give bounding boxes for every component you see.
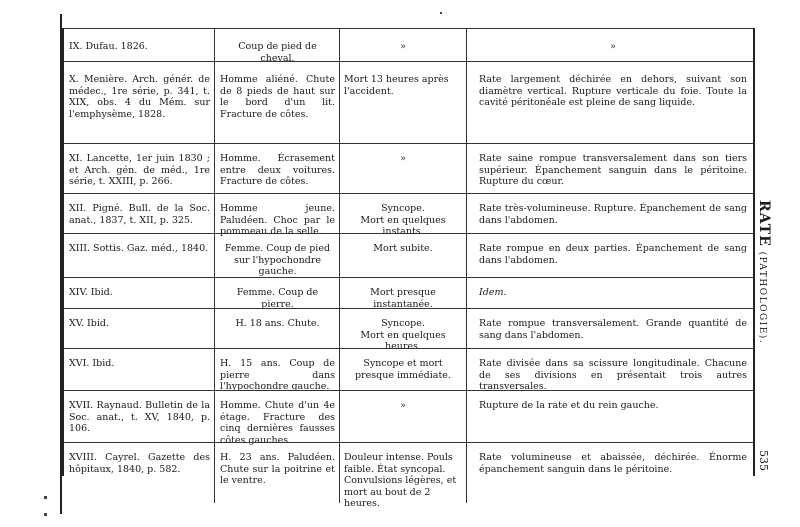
author-cell: X. Menière. Arch. génér. de médec., 1re série, p. 341, t. XIX, obs. 4 du Mém. sur l'emphysème, 1828.: [69, 74, 210, 120]
running-head-title: RATE: [756, 200, 772, 247]
lesions-cell: Rate rompue en deux parties. Épanchement de sang dans l'abdomen.: [466, 234, 753, 278]
outcome-cell: »: [339, 144, 466, 194]
print-speck: [44, 513, 47, 516]
author-cell: XIV. Ibid.: [69, 287, 113, 298]
table-row: [64, 390, 753, 446]
outcome-cell: Mort 13 heures après l'accident.: [339, 62, 466, 144]
table-row: [64, 193, 753, 237]
circumstances-cell: H. 18 ans. Chute.: [214, 309, 339, 349]
author-cell: XI. Lancette, 1er juin 1830 ; et Arch. gén. de méd., 1re série, t. XXIII, p. 266.: [69, 153, 210, 187]
case-table: [62, 28, 755, 509]
lesions-text: »: [610, 41, 616, 52]
running-head-text: [756, 200, 772, 344]
circumstances-cell: Femme. Coup de pied sur l'hypochondre gauche.: [214, 234, 339, 278]
outcome-cell: »: [339, 29, 466, 62]
circumstances-cell: H. 23 ans. Paludéen. Chute sur la poitrine et le ventre.: [214, 443, 339, 503]
circumstances-cell: Femme. Coup de pierre.: [214, 278, 339, 309]
outcome-cell: Syncope. Mort en quelques instants.: [339, 194, 466, 234]
lesions-cell: Rate divisée dans sa scissure longitudinale. Chacune de ses divisions en présentait trois autres transversales.: [466, 349, 753, 391]
table-row: [64, 61, 753, 144]
table-row: [64, 28, 753, 62]
outcome-cell: Syncope et mort presque immédiate.: [339, 349, 466, 391]
table-row: [64, 308, 753, 352]
running-head-subtitle: (PATHOLOGIE).: [757, 251, 767, 345]
author-cell: XVIII. Cayrel. Gazette des hôpitaux, 1840, p. 582.: [69, 452, 210, 475]
lesions-cell: [466, 29, 753, 62]
table-row: [64, 233, 753, 278]
lesions-cell: Rate largement déchirée en dehors, suivant son diamètre vertical. Rupture verticale du foie. Toute la cavité péritonéale est pleine de sang liquide.: [466, 62, 753, 144]
author-cell: XIII. Sottis. Gaz. méd., 1840.: [69, 243, 209, 254]
outcome-cell: Mort presque instantanée.: [339, 278, 466, 309]
outcome-cell: Mort subite.: [339, 234, 466, 278]
circumstances-cell: H. 15 ans. Coup de pierre dans l'hypochondre gauche.: [214, 349, 339, 391]
circumstances-cell: Homme aliéné. Chute de 8 pieds de haut sur le bord d'un lit. Fracture de côtes.: [214, 62, 339, 144]
lesions-cell: Rate volumineuse et abaissée, déchirée. Énorme épanchement sanguin dans le péritoine.: [466, 443, 753, 503]
author-cell: XVII. Raynaud. Bulletin de la Soc. anat., t. XV, 1840, p. 106.: [69, 400, 210, 434]
lesions-cell: Rate rompue transversalement. Grande quantité de sang dans l'abdomen.: [466, 309, 753, 349]
table-row: [64, 442, 753, 509]
lesions-cell: Rate très-volumineuse. Rupture. Épanchement de sang dans l'abdomen.: [466, 194, 753, 234]
circumstances-cell: Homme jeune. Paludéen. Choc par le pommeau de la selle.: [214, 194, 339, 234]
lesions-cell: Rate saine rompue transversalement dans son tiers supérieur. Épanchement sanguin dans le péritoine. Rupture du cœur.: [466, 144, 753, 194]
author-cell: XVI. Ibid.: [69, 358, 115, 369]
circumstances-cell: Homme. Écrasement entre deux voitures. Fracture de côtes.: [214, 144, 339, 194]
lesions-cell: Idem.: [466, 278, 753, 309]
table-row: [64, 348, 753, 391]
author-cell: XV. Ibid.: [69, 318, 109, 329]
circumstances-cell: Coup de pied de cheval.: [214, 29, 339, 62]
print-speck: [44, 496, 47, 499]
author-cell: XII. Pigné. Bull. de la Soc. anat., 1837, t. XII, p. 325.: [69, 203, 210, 226]
table-row: [64, 277, 753, 309]
outcome-cell: »: [339, 391, 466, 443]
lesions-cell: Rupture de la rate et du rein gauche.: [466, 391, 753, 443]
author-cell: IX. Dufau. 1826.: [69, 41, 148, 52]
circumstances-cell: Homme. Chute d'un 4e étage. Fracture des cinq dernières fausses côtes gauches.: [214, 391, 339, 443]
table-row: [64, 143, 753, 194]
print-speck: [440, 12, 442, 14]
page-number: 535: [757, 450, 770, 471]
outcome-cell: Douleur intense. Pouls faible. État syncopal. Convulsions légères, et mort au bout de 2 heures.: [339, 443, 466, 503]
outcome-cell: Syncope. Mort en quelques heures.: [339, 309, 466, 349]
running-head: [752, 200, 792, 360]
